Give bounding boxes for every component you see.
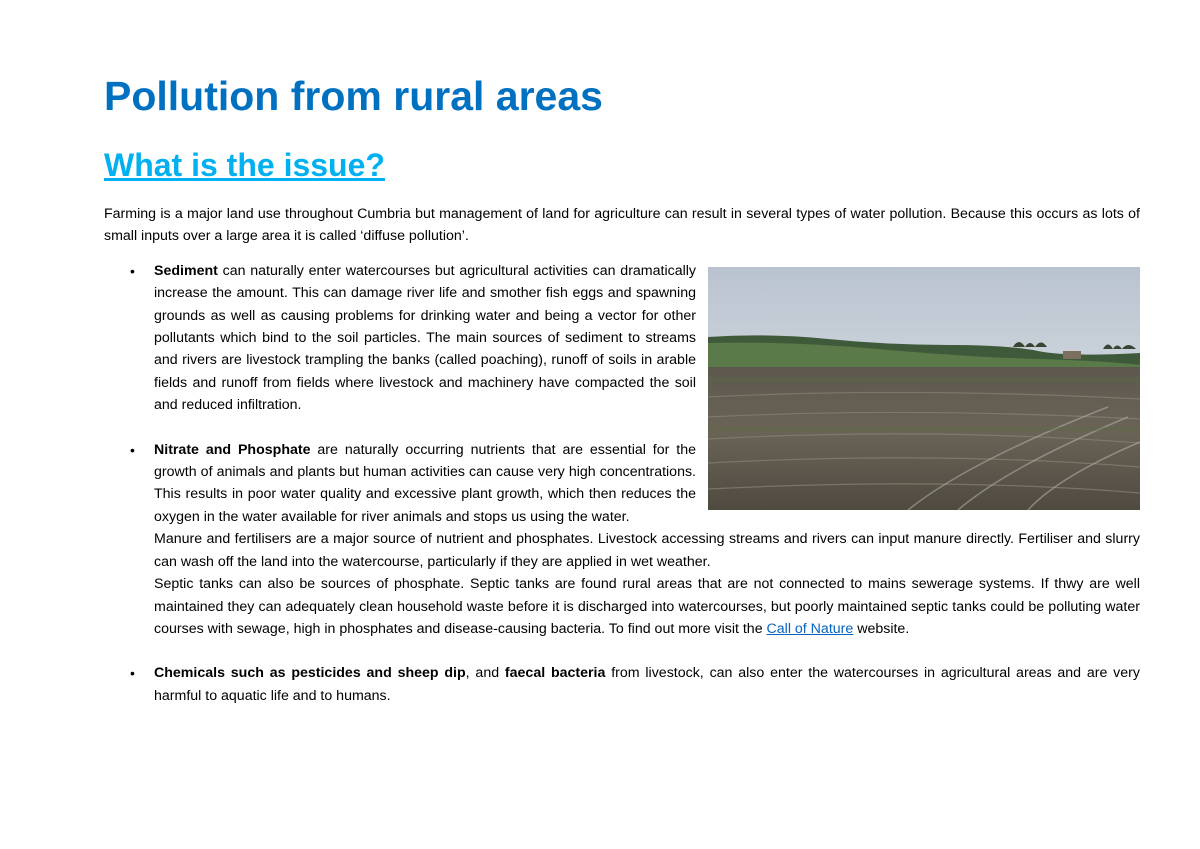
sediment-text: can naturally enter watercourses but agricultural activities can dramatically increase the amount. This can damage river life and smother fish eggs and spawning grounds as well as causing problems for drinking water and being a vector for other pollutants which bind to the soil particles. The main sources of sediment to streams and rivers are livestock trampling the banks (called poaching), runoff of soils in arable fields and runoff from fields where livestock and machinery have compacted the soil and reduced infiltration. [154,262,696,414]
nutrients-paragraph-3 [154,573,1140,640]
septic-text-end: website. [853,620,910,637]
bullet-icon: • [130,441,135,458]
chemicals-term: Chemicals such as pesticides and sheep dip [154,665,466,682]
bullet-icon: • [130,262,135,279]
chemicals-joiner: , and [465,665,505,682]
nutrients-text: are naturally occurring nutrients that are essential for the growth of animals and plants but human activities can cause very high concentrations. This results in poor water quality and excessive plant growth, which then reduces the oxygen in the water available for river animals and stops us using the water. [154,441,696,525]
chemicals-text: from livestock, can also enter the watercourses in agricultural areas and are very harmful to aquatic life and to humans. [154,665,1140,704]
septic-text: Septic tanks can also be sources of phosphate. Septic tanks are found rural areas that are not connected to mains sewerage systems. If thwy are well maintained they can adequately clean household waste before it is discharged into watercourses, but poorly maintained septic tanks could be polluting water courses with sewage, high in phosphates and disease-causing bacteria. To find out more visit the [154,576,1140,637]
list-spacer [104,417,1140,439]
list-spacer [104,640,1140,662]
list-item-chemicals [104,662,1140,707]
bullet-list [104,260,1140,707]
intro-paragraph: Farming is a major land use throughout Cumbria but management of land for agriculture can result in several types of water pollution. Because this occurs as lots of small inputs over a large area it is called ‘diffuse pollution’. [104,206,1140,245]
nutrients-paragraph-2: Manure and fertilisers are a major source of nutrient and phosphates. Livestock accessing streams and rivers can input manure directly. Fertiliser and slurry can wash off the land into the watercourse, particularly if they are applied in wet weather. [154,531,1140,570]
list-item-sediment [104,260,1140,417]
list-item-nutrients [104,439,1140,641]
bacteria-term: faecal bacteria [504,665,606,682]
call-of-nature-link[interactable]: Call of Nature [766,620,854,637]
bullet-icon: • [130,665,135,682]
section-heading: What is the issue? [104,147,385,183]
nutrients-term: Nitrate and Phosphate [154,441,311,458]
page-title: Pollution from rural areas [104,73,603,119]
document-body [104,203,1140,707]
sediment-term: Sediment [154,262,218,279]
